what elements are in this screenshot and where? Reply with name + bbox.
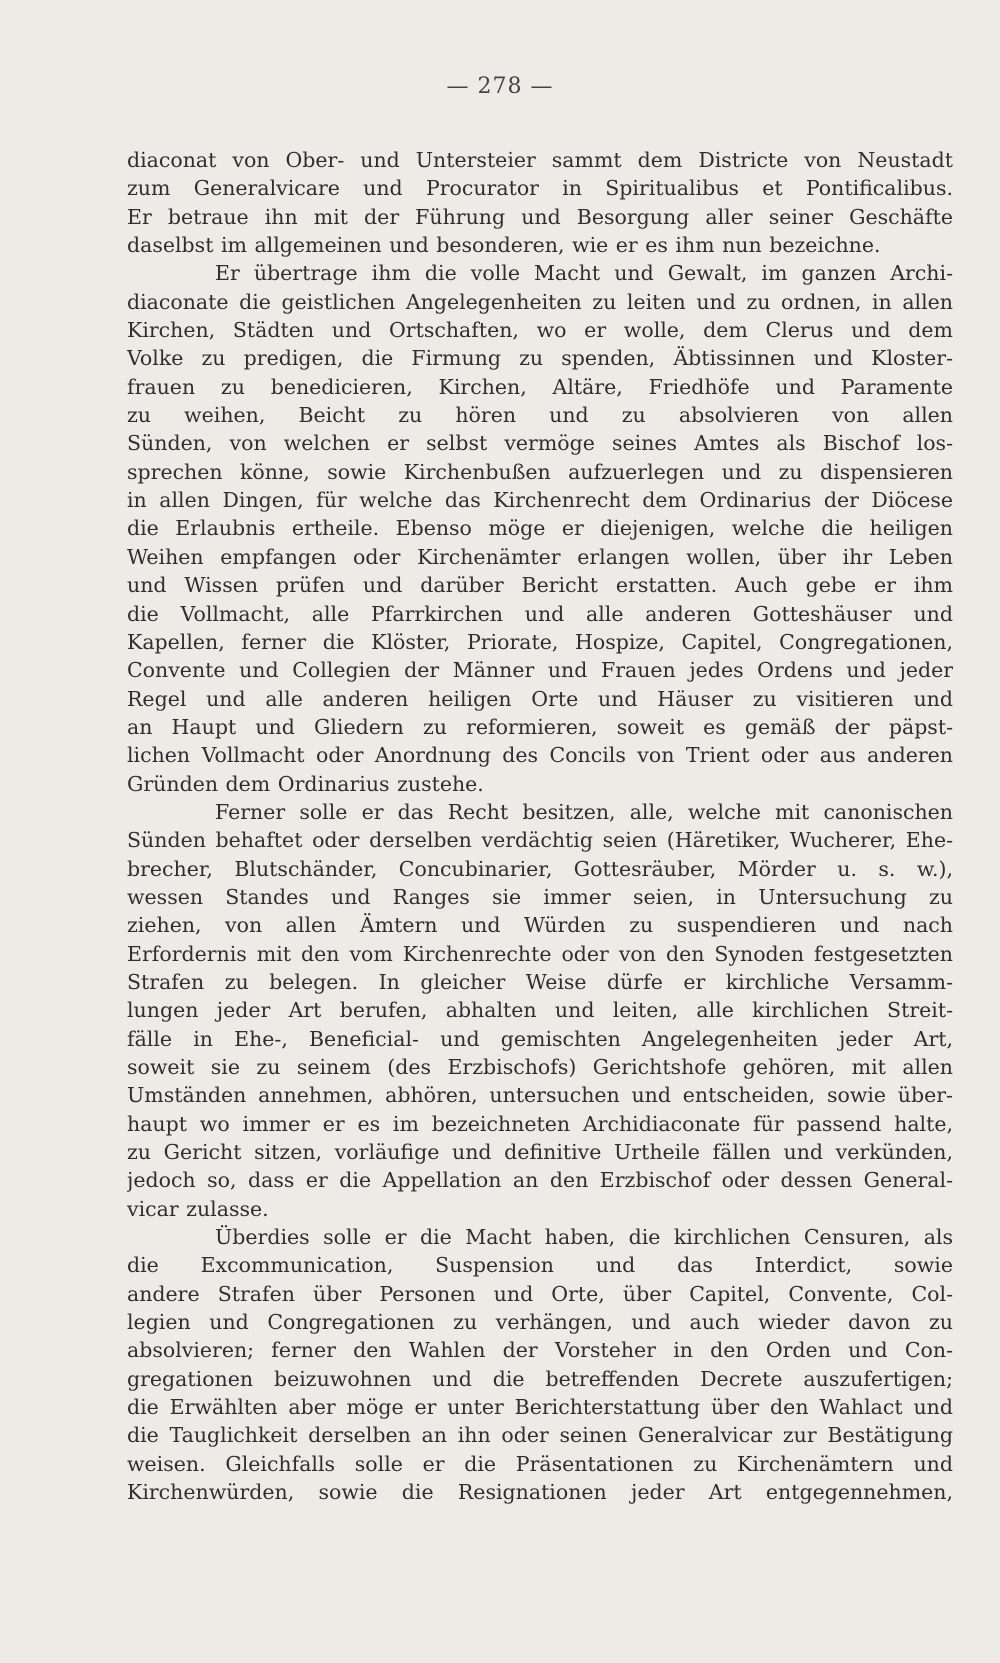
text-line: Weihen empfangen oder Kirchenämter erlangen wollen, über ihr Leben: [127, 544, 953, 569]
text-line: Umständen annehmen, abhören, untersuchen und entscheiden, sowie über-: [127, 1083, 953, 1108]
page-number: — 278 —: [446, 74, 554, 99]
body-text: [127, 146, 953, 1507]
text-line: die Tauglichkeit derselben an ihn oder seinen Generalvicar zur Bestätigung: [127, 1423, 953, 1448]
text-line: Gründen dem Ordinarius zustehe.: [127, 771, 484, 796]
text-line: diaconate die geistlichen Angelegenheiten zu leiten und zu ordnen, in allen: [127, 289, 953, 314]
text-line: vicar zulasse.: [127, 1196, 269, 1221]
text-line: legien und Congregationen zu verhängen, und auch wieder davon zu: [127, 1310, 953, 1335]
text-line: diaconat von Ober- und Untersteier sammt dem Districte von Neustadt: [127, 148, 953, 172]
text-line: die Erlaubnis ertheile. Ebenso möge er diejenigen, welche die heiligen: [127, 516, 953, 541]
text-line: andere Strafen über Personen und Orte, über Capitel, Convente, Col-: [127, 1281, 953, 1306]
paragraph-start-line: Überdies solle er die Macht haben, die kirchlichen Censuren, als: [215, 1225, 953, 1250]
text-line: zum Generalvicare und Procurator in Spiritualibus et Pontificalibus.: [127, 176, 953, 201]
text-line: ziehen, von allen Ämtern und Würden zu suspendieren und nach: [127, 913, 953, 938]
paragraph-start-line: Ferner solle er das Recht besitzen, alle, welche mit canonischen: [215, 799, 953, 824]
text-line: absolvieren; ferner den Wahlen der Vorsteher in den Orden und Con-: [127, 1338, 953, 1363]
text-line: zu weihen, Beicht zu hören und zu absolvieren von allen: [127, 403, 953, 428]
text-line: Er betraue ihn mit der Führung und Besorgung aller seiner Geschäfte: [127, 204, 953, 229]
text-line: an Haupt und Gliedern zu reformieren, soweit es gemäß der päpst-: [127, 714, 953, 739]
text-line: Volke zu predigen, die Firmung zu spenden, Äbtissinnen und Kloster-: [127, 346, 953, 371]
text-line: soweit sie zu seinem (des Erzbischofs) Gerichtshofe gehören, mit allen: [127, 1055, 953, 1079]
text-line: Strafen zu belegen. In gleicher Weise dürfe er kirchliche Versamm-: [127, 969, 953, 994]
text-line: in allen Dingen, für welche das Kirchenrecht dem Ordinarius der Diöcese: [127, 488, 953, 513]
text-line: die Excommunication, Suspension und das Interdict, sowie: [127, 1253, 953, 1278]
text-line: Sünden, von welchen er selbst vermöge seines Amtes als Bischof los-: [127, 431, 953, 456]
text-line: lungen jeder Art berufen, abhalten und leiten, alle kirchlichen Streit-: [127, 998, 953, 1023]
text-line: fälle in Ehe-, Beneficial- und gemischten Angelegenheiten jeder Art,: [127, 1026, 953, 1051]
text-line: wessen Standes und Ranges sie immer seien, in Untersuchung zu: [127, 884, 953, 909]
text-line: sprechen könne, sowie Kirchenbußen aufzuerlegen und zu dispensieren: [127, 459, 953, 484]
text-line: Regel und alle anderen heiligen Orte und Häuser zu visitieren und: [127, 686, 953, 711]
text-line: haupt wo immer er es im bezeichneten Archidiaconate für passend halte,: [127, 1111, 953, 1136]
text-line: Kirchen, Städten und Ortschaften, wo er wolle, dem Clerus und dem: [127, 318, 953, 343]
text-line: jedoch so, dass er die Appellation an den Erzbischof oder dessen General-: [127, 1168, 953, 1193]
text-line: Kapellen, ferner die Klöster, Priorate, Hospize, Capitel, Congregationen,: [127, 629, 953, 654]
text-line: Sünden behaftet oder derselben verdächtig seien (Häretiker, Wucherer, Ehe-: [127, 828, 953, 853]
text-line: Convente und Collegien der Männer und Frauen jedes Ordens und jeder: [127, 658, 953, 683]
text-line: und Wissen prüfen und darüber Bericht erstatten. Auch gebe er ihm: [127, 573, 953, 598]
text-line: die Vollmacht, alle Pfarrkirchen und alle anderen Gotteshäuser und: [127, 601, 953, 626]
text-line: frauen zu benedicieren, Kirchen, Altäre, Friedhöfe und Paramente: [127, 374, 953, 399]
text-line: Erfordernis mit den vom Kirchenrechte oder von den Synoden festgesetzten: [127, 941, 953, 966]
text-line: Kirchenwürden, sowie die Resignationen jeder Art entgegennehmen,: [127, 1480, 953, 1505]
text-line: brecher, Blutschänder, Concubinarier, Gottesräuber, Mörder u. s. w.),: [127, 856, 953, 881]
text-line: zu Gericht sitzen, vorläufige und definitive Urtheile fällen und verkünden,: [127, 1140, 953, 1165]
text-line: gregationen beizuwohnen und die betreffenden Decrete auszufertigen;: [127, 1366, 953, 1391]
text-line: die Erwählten aber möge er unter Berichterstattung über den Wahlact und: [127, 1395, 953, 1420]
text-line: weisen. Gleichfalls solle er die Präsentationen zu Kirchenämtern und: [127, 1451, 953, 1476]
text-line: daselbst im allgemeinen und besonderen, wie er es ihm nun bezeichne.: [127, 233, 881, 258]
paragraph-start-line: Er übertrage ihm die volle Macht und Gewalt, im ganzen Archi-: [215, 261, 953, 286]
text-line: lichen Vollmacht oder Anordnung des Concils von Trient oder aus anderen: [127, 743, 953, 768]
